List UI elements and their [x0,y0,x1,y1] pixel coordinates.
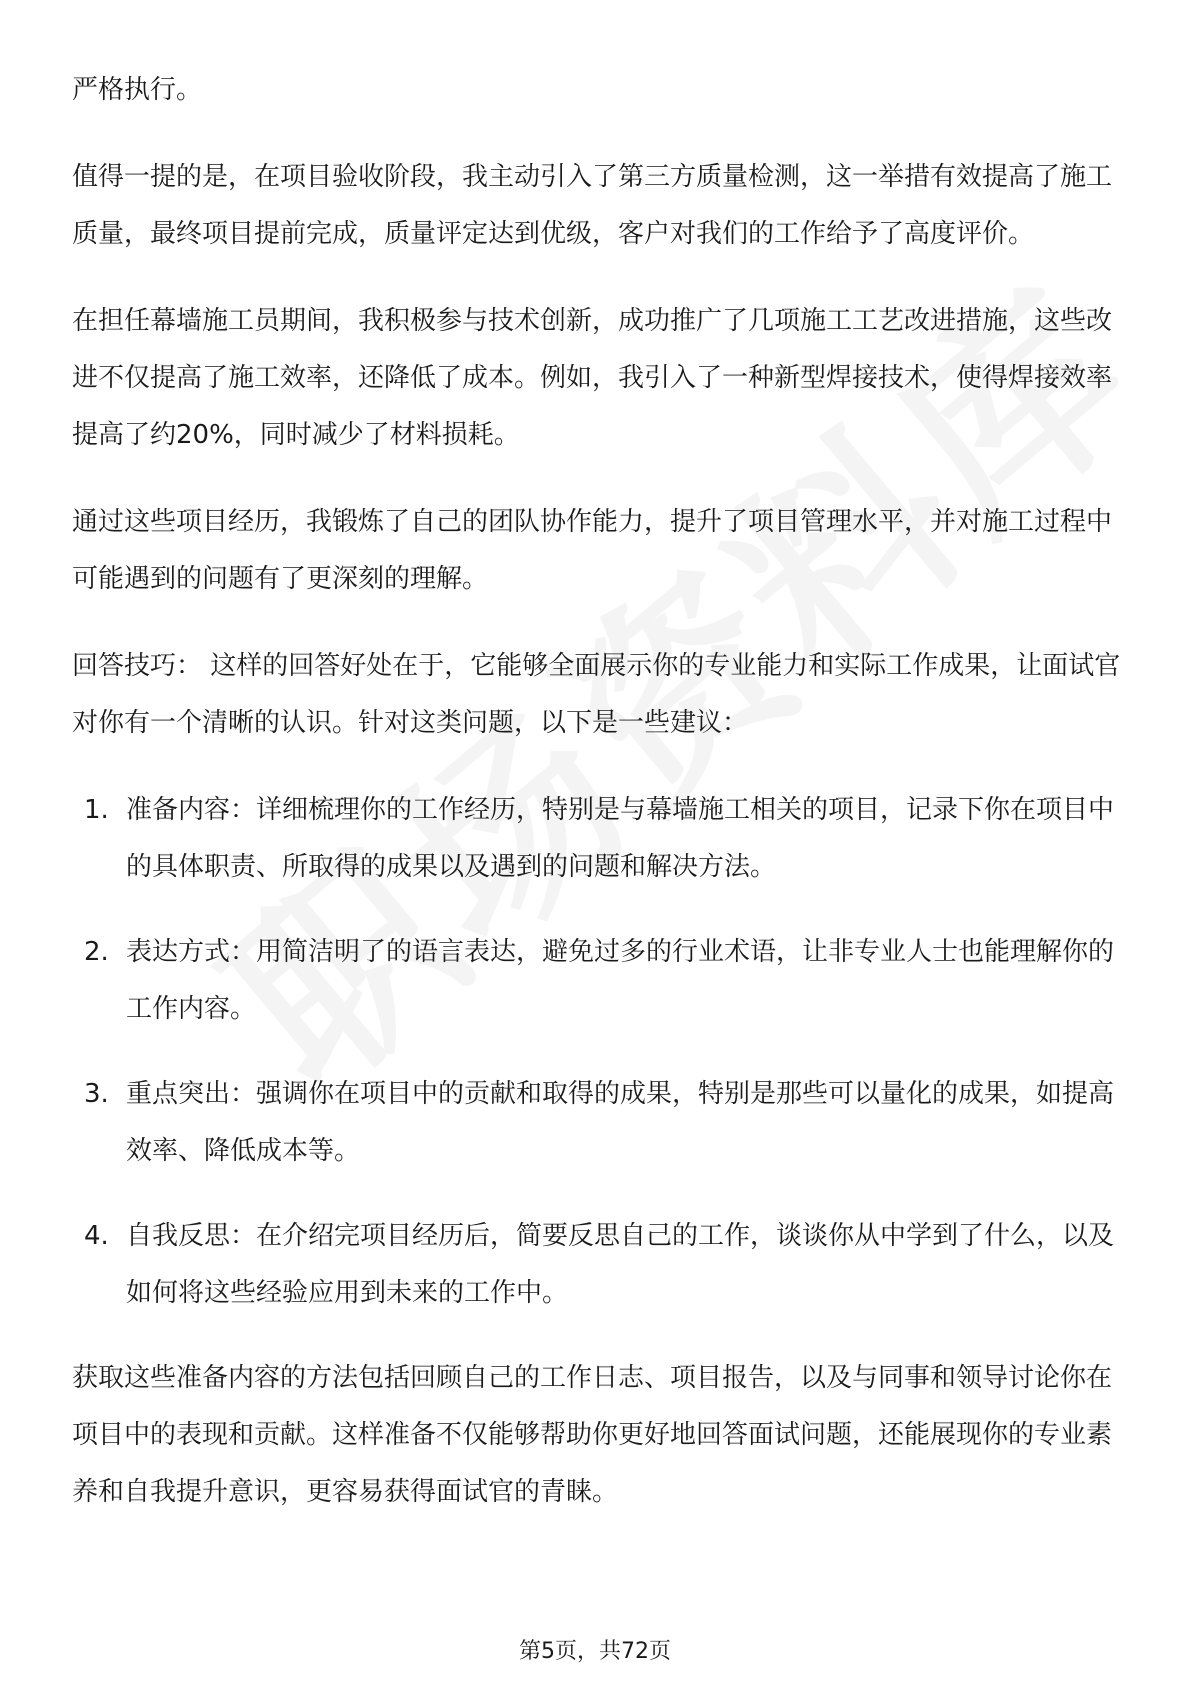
paragraph-acceptance: 值得一提的是，在项目验收阶段，我主动引入了第三方质量检测，这一举措有效提高了施工质量，最终项目提前完成，质量评定达到优级，客户对我们的工作给予了高度评价。 [72,162,1113,249]
paragraph-experience: 通过这些项目经历，我锻炼了自己的团队协作能力，提升了项目管理水平，并对施工过程中可能遇到的问题有了更深刻的理解。 [72,507,1113,594]
paragraph-continuation: 严格执行。 [72,75,203,105]
list-text: 重点突出：强调你在项目中的贡献和取得的成果，特别是那些可以量化的成果，如提高效率、降低成本等。 [126,1079,1115,1166]
list-item [72,782,1122,896]
list-number: 1. [84,795,109,825]
list-number: 3. [84,1079,109,1109]
list-text: 准备内容：详细梳理你的工作经历，特别是与幕墙施工相关的项目，记录下你在项目中的具体职责、所取得的成果以及遇到的问题和解决方法。 [126,795,1115,882]
tips-list [72,782,1122,1322]
paragraph-innovation: 在担任幕墙施工员期间，我积极参与技术创新，成功推广了几项施工工艺改进措施，这些改进不仅提高了施工效率，还降低了成本。例如，我引入了一种新型焊接技术，使得焊接效率提高了约20%，同时减少了材料损耗。 [72,306,1113,450]
paragraph-preparation-methods: 获取这些准备内容的方法包括回顾自己的工作日志、项目报告，以及与同事和领导讨论你在项目中的表现和贡献。这样准备不仅能够帮助你更好地回答面试问题，还能展现你的专业素养和自我提升意识，更容易获得面试官的青睐。 [72,1363,1113,1507]
list-number: 2. [84,937,109,967]
list-item [72,1066,1122,1180]
list-item [72,1208,1122,1322]
list-text: 表达方式：用简洁明了的语言表达，避免过多的行业术语，让非专业人士也能理解你的工作内容。 [126,937,1115,1024]
list-text: 自我反思：在介绍完项目经历后，简要反思自己的工作，谈谈你从中学到了什么，以及如何将这些经验应用到未来的工作中。 [126,1221,1115,1308]
list-number: 4. [84,1221,109,1251]
page-number: 第5页，共72页 [519,1639,671,1664]
paragraph-answer-tips: 回答技巧： 这样的回答好处在于，它能够全面展示你的专业能力和实际工作成果，让面试官对你有一个清晰的认识。针对这类问题，以下是一些建议： [72,651,1121,738]
list-item [72,924,1122,1038]
page-content [72,62,1122,1551]
